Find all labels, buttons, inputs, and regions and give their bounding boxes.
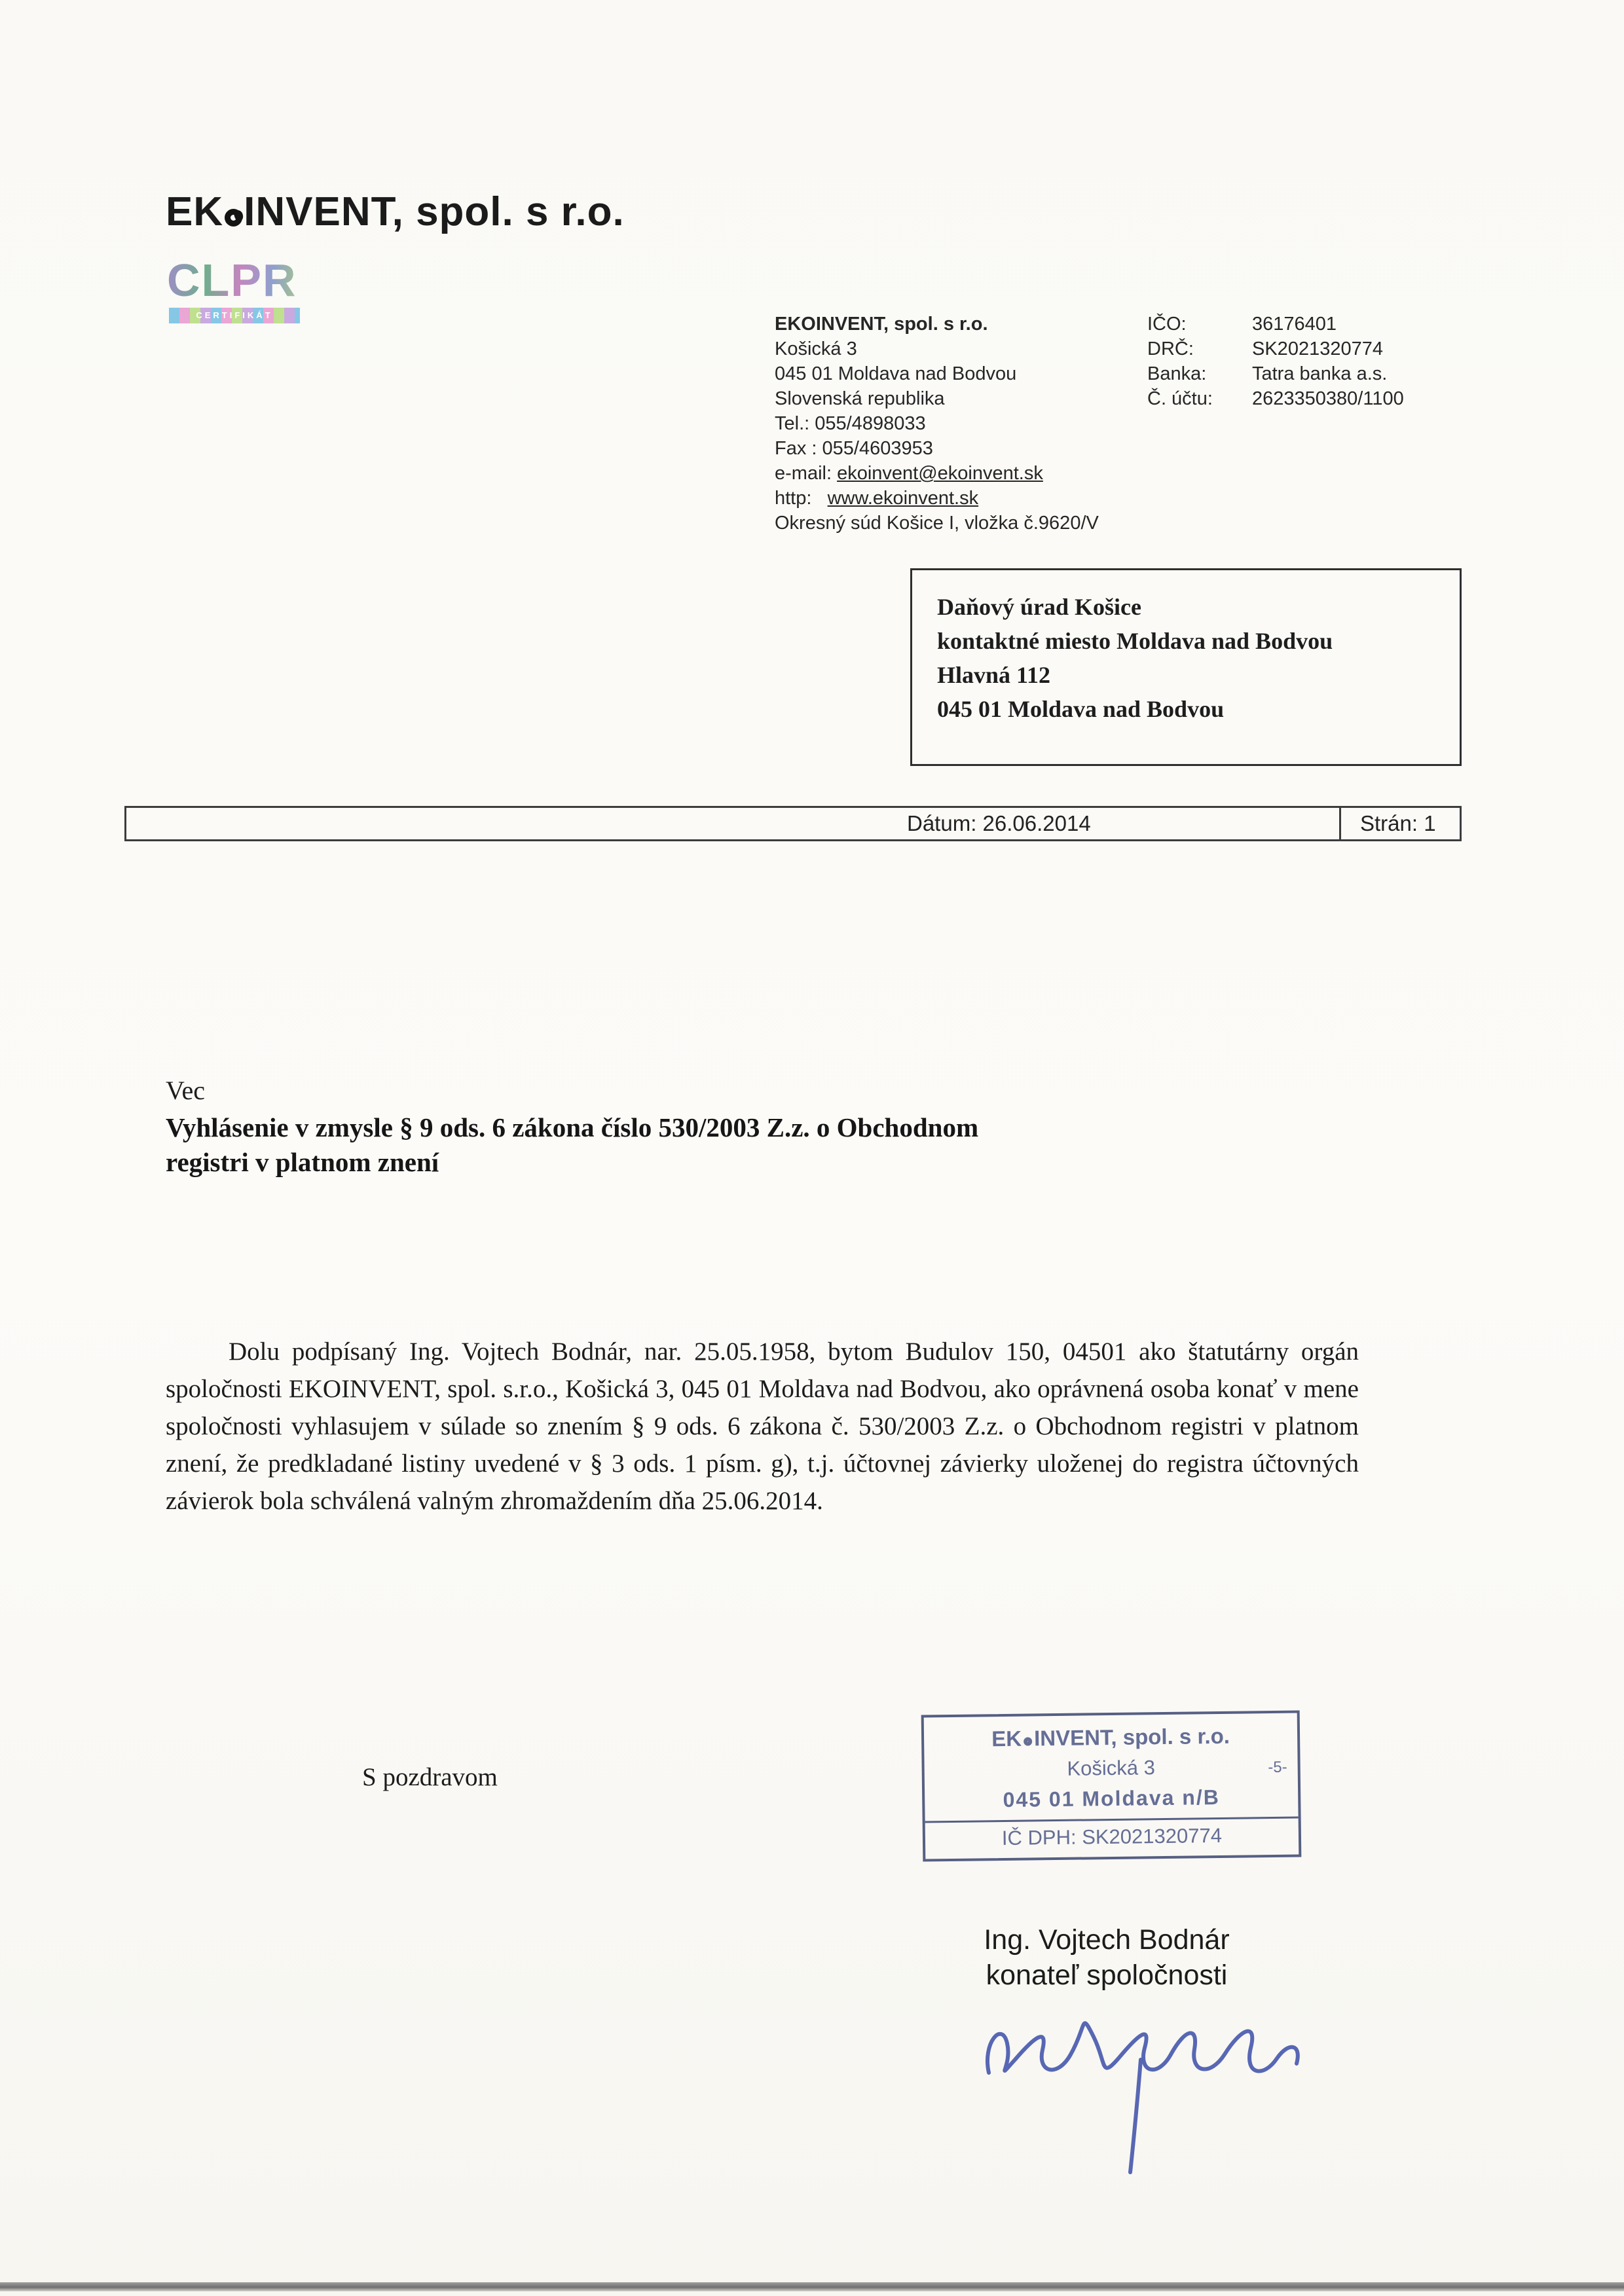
sender-street: Košická 3	[775, 338, 857, 359]
sender-info-block	[775, 312, 1099, 536]
scan-bottom-edge	[0, 2282, 1624, 2291]
signatory-name: Ing. Vojtech Bodnár	[984, 1924, 1230, 1956]
addressee-line: kontaktné miesto Moldava nad Bodvou	[937, 628, 1333, 654]
company-logo-title	[166, 189, 625, 235]
stamp-side-note: -5-	[1268, 1758, 1287, 1777]
pages-label: Strán:	[1360, 811, 1418, 835]
subject-title	[166, 1110, 978, 1180]
sender-web: www.ekoinvent.sk	[827, 488, 979, 509]
title-text-pre: EK	[166, 189, 224, 234]
sender-court: Okresný súd Košice I, vložka č.9620/V	[775, 513, 1099, 534]
date-value: 26.06.2014	[982, 811, 1091, 835]
stamp-vat-id: IČ DPH: SK2021320774	[925, 1817, 1299, 1856]
ekoinvent-o-logo-icon	[225, 209, 242, 227]
stamp-street: Košická 3	[1067, 1756, 1156, 1780]
stamp-o-logo-icon	[1024, 1737, 1032, 1745]
registry-row-ucet	[1147, 386, 1404, 411]
pages-value: 1	[1424, 811, 1436, 835]
bar-divider	[1339, 808, 1341, 839]
company-registry-block	[1147, 312, 1404, 411]
sender-city: 045 01 Moldava nad Bodvou	[775, 363, 1017, 384]
subject-prefix: Vec	[166, 1076, 205, 1105]
signatory-role: konateľ spoločnosti	[986, 1959, 1228, 1991]
company-stamp	[921, 1710, 1302, 1861]
registry-row-ico	[1147, 312, 1404, 337]
subject-title-line1: Vyhlásenie v zmysle § 9 ods. 6 zákona číslo 530/2003 Z.z. o Obchodnom	[166, 1112, 979, 1142]
registry-value: Tatra banka a.s.	[1252, 363, 1388, 384]
registry-label: DRČ:	[1147, 338, 1194, 359]
addressee-line: 045 01 Moldava nad Bodvou	[937, 696, 1225, 722]
stamp-name-pre: EK	[991, 1726, 1022, 1751]
registry-value: 36176401	[1252, 314, 1337, 335]
sender-tel: Tel.: 055/4898033	[775, 413, 926, 434]
clpr-certification-logo: CLPR	[167, 255, 297, 306]
date-pages-bar	[124, 806, 1462, 841]
stamp-name-post: INVENT, spol. s r.o.	[1033, 1723, 1230, 1751]
title-text-post: INVENT, spol. s r.o.	[244, 189, 625, 234]
registry-row-banka	[1147, 361, 1404, 386]
handwritten-signature	[969, 1981, 1323, 2178]
addressee-line: Daňový úrad Košice	[937, 594, 1142, 620]
pages-field	[1360, 808, 1436, 839]
stamp-city: 045 01 Moldava n/B	[1003, 1785, 1221, 1812]
registry-row-drc	[1147, 337, 1404, 361]
sender-web-label: http:	[775, 488, 812, 509]
registry-label: IČO:	[1147, 314, 1187, 335]
date-field	[907, 808, 1091, 839]
addressee-box	[910, 568, 1462, 766]
sender-fax: Fax : 055/4603953	[775, 438, 933, 459]
sender-name: EKOINVENT, spol. s r.o.	[775, 314, 988, 335]
addressee-line: Hlavná 112	[937, 662, 1051, 688]
registry-label: Banka:	[1147, 363, 1207, 384]
date-label: Dátum:	[907, 811, 977, 835]
stamp-street-line	[924, 1751, 1298, 1786]
registry-value: 2623350380/1100	[1252, 388, 1404, 409]
clpr-certificate-strip: CERTIFIKÁT	[169, 308, 300, 323]
closing-salutation: S pozdravom	[362, 1763, 498, 1791]
registry-value: SK2021320774	[1252, 338, 1383, 359]
sender-country: Slovenská republika	[775, 388, 945, 409]
sender-email: ekoinvent@ekoinvent.sk	[837, 463, 1043, 484]
sender-web-line	[775, 486, 1099, 511]
registry-label: Č. účtu:	[1147, 388, 1213, 409]
subject-title-line2: registri v platnom znení	[166, 1147, 439, 1177]
sender-email-label: e-mail:	[775, 463, 832, 484]
letter-body-paragraph: Dolu podpísaný Ing. Vojtech Bodnár, nar. 25.05.1958, bytom Budulov 150, 04501 ako štatutárny orgán spoločnosti EKOINVENT, spol. s.r.o., Košická 3, 045 01 Moldava nad Bodvou, ako oprávnená osoba konať v mene spoločnosti vyhlasujem v súlade so znením § 9 ods. 6 zákona č. 530/2003 Z.z. o Obchodnom registri v platnom znení, že predkladané listiny uvedené v § 3 ods. 1 písm. g), t.j. účtovnej závierky uloženej do registra účtovných závierok bola schválená valným zhromaždením dňa 25.06.2014.	[166, 1338, 1359, 1515]
sender-email-line	[775, 461, 1099, 486]
stamp-company-name	[924, 1720, 1298, 1756]
